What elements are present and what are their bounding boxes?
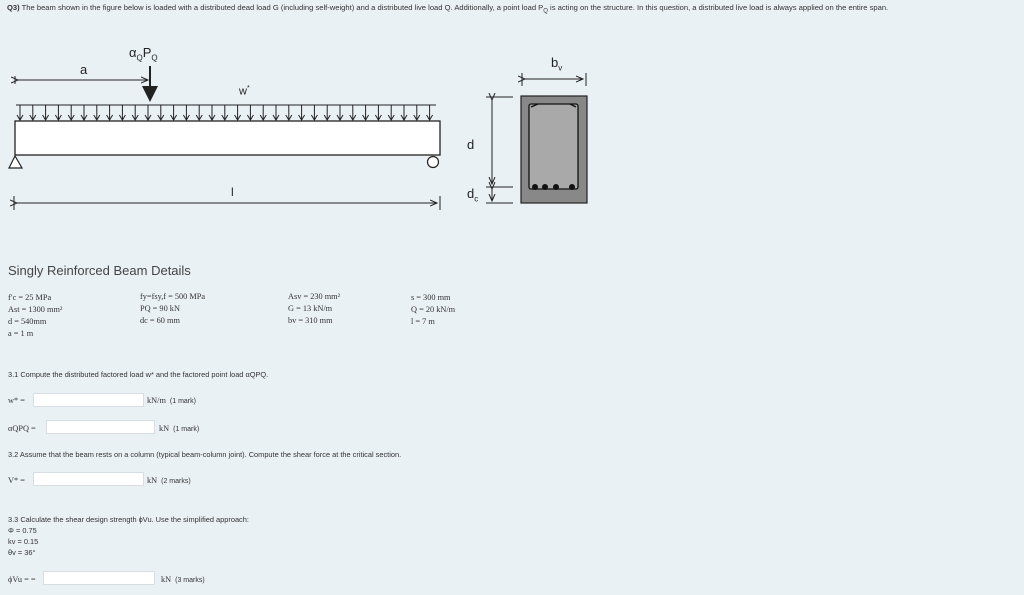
label-d: d bbox=[467, 137, 475, 152]
param-ast: Ast = 1300 mm² bbox=[8, 305, 63, 314]
q32-prompt: 3.2 Assume that the beam rests on a column (typical beam-column joint). Compute the shear force at the critical section. bbox=[8, 450, 402, 459]
stirrup bbox=[529, 104, 578, 189]
label-point-load: $\alpha_QP_Q$ bbox=[129, 45, 158, 63]
v-label: V* = bbox=[8, 476, 25, 485]
phiv-label: ϕVu = = bbox=[8, 575, 36, 584]
v-answer-input[interactable] bbox=[33, 472, 144, 486]
param-s: s = 300 mm bbox=[411, 293, 451, 302]
rebar-3 bbox=[553, 184, 559, 190]
label-span: l bbox=[231, 185, 234, 199]
param-asv: Asv = 230 mm² bbox=[288, 292, 341, 301]
rebar-2 bbox=[542, 184, 548, 190]
param-l: l = 7 m bbox=[411, 317, 435, 326]
params-col4 bbox=[411, 292, 455, 328]
phiv-answer-input[interactable] bbox=[43, 571, 155, 585]
rebar-4 bbox=[569, 184, 575, 190]
rebar-1 bbox=[532, 184, 538, 190]
q31-prompt: 3.1 Compute the distributed factored load w* and the factored point load αQPQ. bbox=[8, 370, 269, 379]
label-a: a bbox=[80, 62, 88, 77]
param-dc: dc = 60 mm bbox=[140, 316, 180, 325]
question-number: Q3) bbox=[7, 3, 20, 12]
param-fc: f′c = 25 MPa bbox=[8, 293, 52, 302]
phi-value: Φ = 0.75 bbox=[8, 526, 37, 535]
param-d: d = 540mm bbox=[8, 317, 47, 326]
label-w: w* bbox=[239, 85, 250, 98]
params-col3 bbox=[288, 291, 340, 327]
q33-prompt: 3.3 Calculate the shear design strength ϕVu. Use the simplified approach: bbox=[8, 515, 249, 524]
theta-value: θv = 36° bbox=[8, 548, 36, 557]
p-label: αQPQ = bbox=[8, 424, 36, 433]
label-bv: $b_v$ bbox=[551, 55, 563, 73]
p-unit: kN (1 mark) bbox=[159, 424, 200, 433]
p-answer-input[interactable] bbox=[46, 420, 155, 434]
label-dc: $d_c$ bbox=[467, 186, 479, 204]
param-a: a = 1 m bbox=[8, 329, 34, 338]
param-pq: PQ = 90 kN bbox=[140, 304, 180, 313]
w-label: w* = bbox=[8, 396, 25, 405]
pin-support bbox=[9, 156, 22, 168]
param-q: Q = 20 kN/m bbox=[411, 305, 456, 314]
beam-body bbox=[15, 121, 440, 155]
roller-support bbox=[428, 157, 439, 168]
params-col1 bbox=[8, 292, 62, 340]
param-fy: fy=fsy,f = 500 MPa bbox=[140, 292, 206, 301]
question-text: Q3) The beam shown in the figure below is loaded with a distributed dead load G (including self-weight) and a distributed live load Q. Additionally, a point load $P_Q$ is acting on the structure. In this question, a distributed live load is always applied on the entire span. bbox=[7, 3, 889, 15]
beam-figure bbox=[0, 0, 1024, 250]
udl-arrows bbox=[17, 105, 433, 120]
w-answer-input[interactable] bbox=[33, 393, 144, 407]
phiv-unit: kN (3 marks) bbox=[161, 575, 205, 584]
params-col2 bbox=[140, 291, 205, 327]
w-unit: kN/m (1 mark) bbox=[147, 396, 196, 405]
v-unit: kN (2 marks) bbox=[147, 476, 191, 485]
param-g: G = 13 kN/m bbox=[288, 304, 333, 313]
section-title: Singly Reinforced Beam Details bbox=[8, 263, 191, 278]
param-bv: bv = 310 mm bbox=[288, 316, 333, 325]
kv-value: kv = 0.15 bbox=[8, 537, 39, 546]
